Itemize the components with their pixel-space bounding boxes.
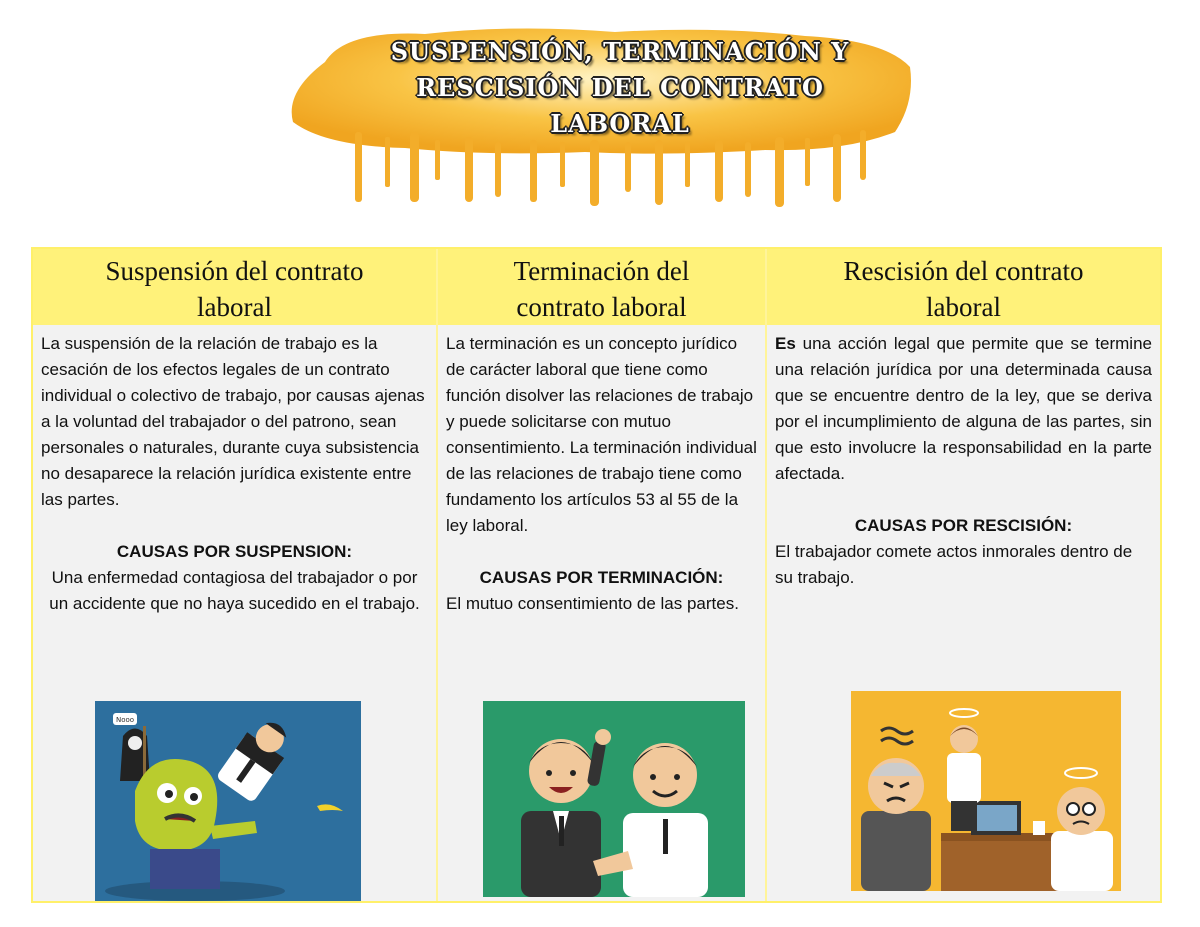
rescission-illustration (851, 691, 1121, 891)
speech-bubble-text: Nooo (115, 716, 135, 724)
column-terminacion (438, 249, 767, 901)
column-suspension (33, 249, 438, 901)
title-banner (285, 22, 915, 207)
title-line: RESCISIÓN DEL CONTRATO (416, 73, 824, 102)
column-body (438, 325, 765, 617)
causes-text: Una enfermedad contagiosa del trabajador o por un accidente que no haya sucedido en el trabajo. (49, 568, 420, 613)
title-line: LABORAL (550, 109, 690, 138)
heading-line: Rescisión del contrato (843, 256, 1084, 286)
termination-illustration (483, 701, 745, 897)
comparison-table (31, 247, 1162, 903)
definition-rest: una acción legal que permite que se termine una relación jurídica por una determinada causa que se encuentre dentro de la ley, que se deriva por el incumplimiento de alguna de las partes, sin que esto involucre la responsabilidad en la parte afectada. (775, 334, 1152, 483)
definition-text: La suspensión de la relación de trabajo es la cesación de los efectos legales de un contrato individual o colectivo de trabajo, por causas ajenas a la voluntad del trabajador o del patrono, sean personales o naturales, durante cuya subsistencia no desaparece la relación jurídica existente entre las partes. (41, 334, 425, 509)
definition-text: La terminación es un concepto jurídico de carácter laboral que tiene como función disolver las relaciones de trabajo y puede solicitarse con mutuo consentimiento. La terminación individual de las relaciones de trabajo tiene como fundamento los artículos 53 al 55 de la ley laboral. (446, 334, 757, 535)
heading-line: laboral (926, 292, 1001, 322)
definition-text (775, 331, 1152, 487)
causes-title: CAUSAS POR SUSPENSION: (116, 542, 353, 561)
causes-title: CAUSAS POR RESCISIÓN: (854, 516, 1073, 535)
column-heading (33, 249, 436, 325)
causes-title: CAUSAS POR TERMINACIÓN: (479, 568, 724, 587)
column-rescision (767, 249, 1160, 901)
column-body (767, 325, 1160, 591)
definition-bold-word: Es (775, 334, 796, 353)
heading-line: laboral (197, 292, 272, 322)
page-title (325, 34, 915, 142)
heading-line: Suspensión del contrato (105, 256, 364, 286)
column-heading (438, 249, 765, 325)
causes-text: El mutuo consentimiento de las partes. (446, 594, 739, 613)
suspension-illustration (95, 701, 361, 901)
causes-text: El trabajador comete actos inmorales dentro de su trabajo. (775, 542, 1133, 587)
column-body (33, 325, 436, 617)
heading-line: Terminación del (513, 256, 690, 286)
heading-line: contrato laboral (516, 292, 687, 322)
title-line: SUSPENSIÓN, TERMINACIÓN Y (390, 37, 850, 66)
column-heading (767, 249, 1160, 325)
